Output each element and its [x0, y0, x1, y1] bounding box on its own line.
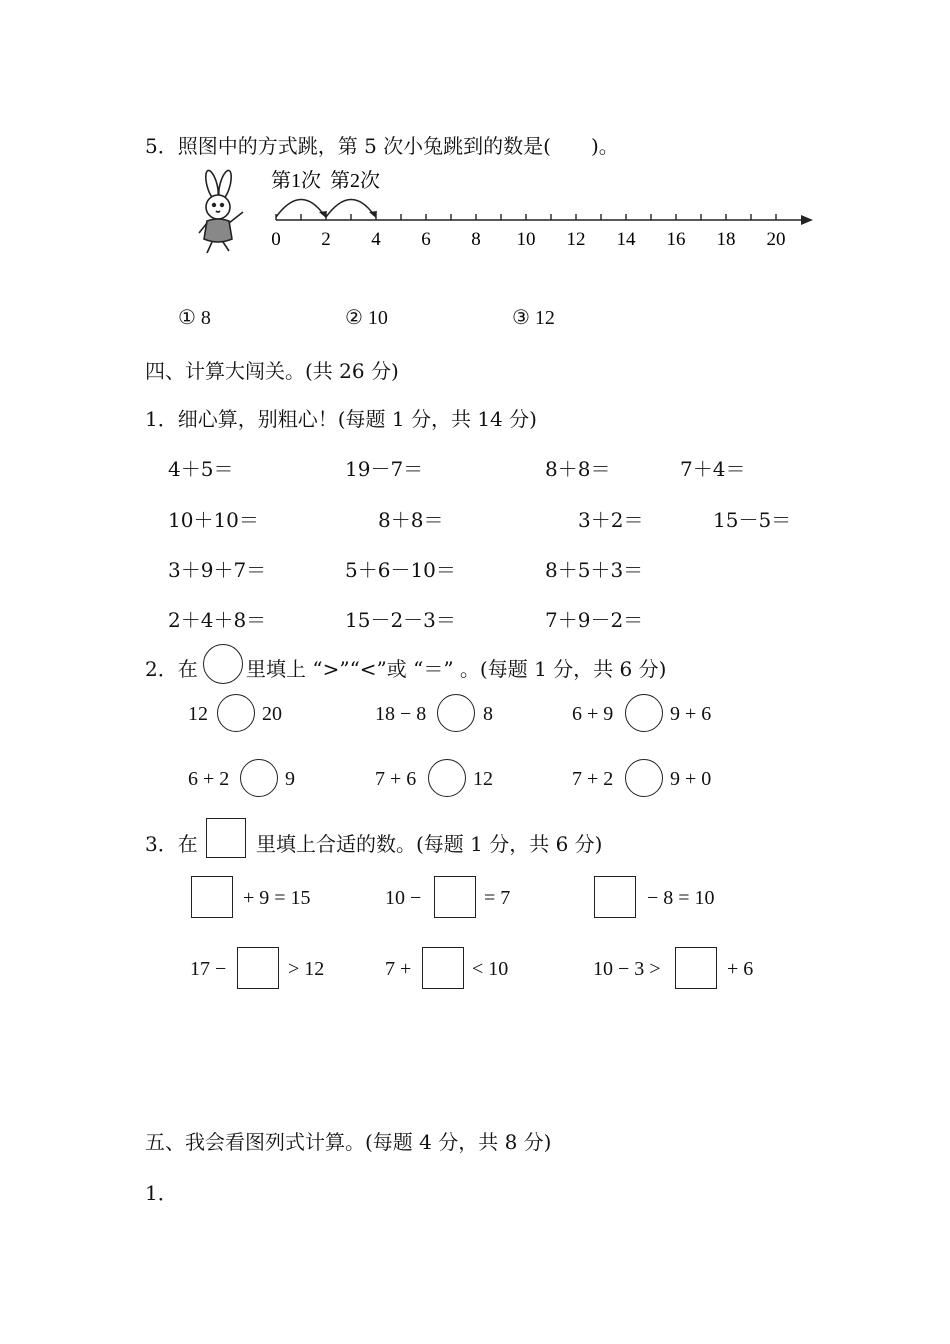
calc-item: 19－7＝ [345, 457, 424, 481]
calc-item: 2＋4＋8＝ [168, 608, 267, 632]
compare-left: 18 − 8 [375, 703, 427, 725]
compare-right: 20 [262, 703, 282, 725]
compare-circle[interactable] [428, 759, 466, 797]
q5-option-1: ① 8 [178, 307, 211, 329]
compare-right: 9 + 6 [670, 703, 712, 725]
title-box-icon [206, 818, 246, 858]
axis-tick-label: 20 [766, 229, 786, 250]
calc-item: 5＋6－10＝ [345, 558, 456, 582]
fill-before: 10 − 3 > [593, 958, 661, 980]
q5-option-3: ③ 12 [512, 307, 555, 329]
answer-box[interactable] [422, 947, 464, 989]
jump1-label: 第1次 [271, 170, 321, 192]
number-line-figure [185, 165, 825, 265]
jump-arrowhead-1 [319, 211, 327, 218]
calc-item: 8＋8＝ [545, 457, 611, 481]
section4-sub3-title-suffix: 里填上合适的数。(每题 1 分，共 6 分) [256, 832, 603, 856]
fill-after: − 8 = 10 [647, 887, 715, 909]
axis-tick-label: 18 [716, 229, 736, 250]
compare-left: 7 + 2 [572, 768, 614, 790]
compare-circle[interactable] [217, 694, 255, 732]
axis-tick-label: 10 [516, 229, 536, 250]
fill-before: 17 − [190, 958, 227, 980]
fill-after: + 6 [727, 958, 754, 980]
section5-item-1: 1． [145, 1181, 178, 1205]
calc-item: 8＋5＋3＝ [545, 558, 644, 582]
answer-box[interactable] [594, 876, 636, 918]
calc-item: 8＋8＝ [378, 508, 444, 532]
fill-before: 7 + [385, 958, 412, 980]
q5-option-2: ② 10 [345, 307, 388, 329]
compare-circle[interactable] [240, 759, 278, 797]
compare-left: 12 [188, 703, 208, 725]
axis-tick-label: 12 [566, 229, 586, 250]
jump2-label: 第2次 [330, 170, 380, 192]
axis-tick-label: 4 [371, 229, 381, 250]
compare-circle[interactable] [437, 694, 475, 732]
calc-item: 15－2－3＝ [345, 608, 456, 632]
section5-title: 五、我会看图列式计算。(每题 4 分，共 8 分) [145, 1130, 552, 1154]
jump-arc-1 [276, 199, 324, 217]
compare-right: 9 [285, 768, 295, 790]
axis-tick-label: 2 [321, 229, 331, 250]
calc-item: 7＋9－2＝ [545, 608, 644, 632]
answer-box[interactable] [237, 947, 279, 989]
compare-circle[interactable] [625, 759, 663, 797]
axis-tick-label: 16 [666, 229, 686, 250]
title-circle-icon [203, 644, 243, 684]
rabbit-icon [199, 169, 243, 253]
compare-right: 9 + 0 [670, 768, 712, 790]
answer-box[interactable] [434, 876, 476, 918]
jump-arc-2 [326, 199, 374, 217]
axis-arrow [801, 215, 813, 225]
compare-right: 12 [473, 768, 493, 790]
section4-sub2-title-suffix: 里填上 “>”“<”或 “＝” 。(每题 1 分，共 6 分) [246, 657, 667, 681]
compare-right: 8 [483, 703, 493, 725]
answer-box[interactable] [191, 876, 233, 918]
axis-tick-label: 8 [471, 229, 481, 250]
section4-sub2-title-prefix: 2．在 [145, 657, 198, 681]
jump-arrowhead-2 [369, 211, 377, 218]
calc-item: 3＋2＝ [578, 508, 644, 532]
fill-after: < 10 [472, 958, 509, 980]
fill-after: = 7 [484, 887, 511, 909]
q5-question: 5．照图中的方式跳，第 5 次小兔跳到的数是( )。 [145, 134, 619, 158]
calc-item: 15－5＝ [713, 508, 792, 532]
axis-tick-label: 0 [271, 229, 281, 250]
section4-sub3-title-prefix: 3．在 [145, 832, 198, 856]
calc-item: 7＋4＝ [680, 457, 746, 481]
section4-title: 四、计算大闯关。(共 26 分) [145, 359, 399, 383]
calc-item: 10＋10＝ [168, 508, 259, 532]
axis-tick-label: 6 [421, 229, 431, 250]
fill-after: + 9 = 15 [243, 887, 311, 909]
compare-left: 6 + 2 [188, 768, 230, 790]
axis-tick-label: 14 [616, 229, 636, 250]
fill-before: 10 − [385, 887, 422, 909]
answer-box[interactable] [675, 947, 717, 989]
compare-circle[interactable] [625, 694, 663, 732]
calc-item: 3＋9＋7＝ [168, 558, 267, 582]
compare-left: 7 + 6 [375, 768, 417, 790]
calc-item: 4＋5＝ [168, 457, 234, 481]
compare-left: 6 + 9 [572, 703, 614, 725]
fill-after: > 12 [288, 958, 325, 980]
section4-sub1-title: 1．细心算，别粗心！(每题 1 分，共 14 分) [145, 407, 537, 431]
